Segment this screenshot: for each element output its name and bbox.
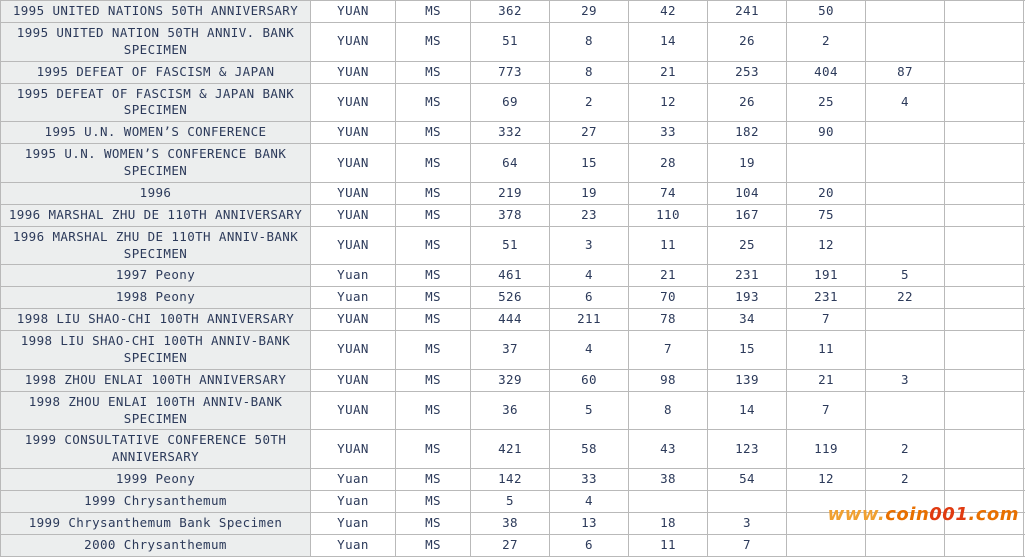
cell-value-6 — [945, 1, 1024, 23]
cell-value-5 — [866, 182, 945, 204]
cell-value-2: 11 — [629, 534, 708, 556]
cell-value-3: 54 — [708, 469, 787, 491]
cell-value-1: 23 — [550, 204, 629, 226]
cell-denomination: YUAN — [311, 61, 396, 83]
cell-denomination: Yuan — [311, 534, 396, 556]
table-row — [1, 61, 1025, 83]
cell-value-4: 2 — [787, 22, 866, 61]
table-row — [1, 491, 1025, 513]
cell-value-6 — [945, 391, 1024, 430]
cell-total: 38 — [471, 512, 550, 534]
cell-total: 69 — [471, 83, 550, 122]
cell-value-3: 123 — [708, 430, 787, 469]
cell-value-4: 404 — [787, 61, 866, 83]
cell-value-2 — [629, 491, 708, 513]
cell-value-5: 2 — [866, 430, 945, 469]
cell-denomination: YUAN — [311, 22, 396, 61]
cell-value-3: 193 — [708, 287, 787, 309]
cell-value-4: 25 — [787, 83, 866, 122]
cell-value-2: 7 — [629, 331, 708, 370]
cell-grade: MS — [396, 491, 471, 513]
cell-denomination: YUAN — [311, 182, 396, 204]
cell-value-1: 211 — [550, 309, 629, 331]
cell-total: 219 — [471, 182, 550, 204]
table-body — [1, 1, 1025, 557]
cell-value-6 — [945, 144, 1024, 183]
cell-denomination: YUAN — [311, 331, 396, 370]
table-row — [1, 182, 1025, 204]
cell-value-5: 4 — [866, 83, 945, 122]
cell-value-5 — [866, 491, 945, 513]
cell-description: 1995 U.N. WOMEN’S CONFERENCE BANK SPECIMEN — [1, 144, 311, 183]
cell-value-3: 14 — [708, 391, 787, 430]
cell-description: 1995 DEFEAT OF FASCISM & JAPAN — [1, 61, 311, 83]
table-row — [1, 287, 1025, 309]
cell-total: 421 — [471, 430, 550, 469]
cell-total: 362 — [471, 1, 550, 23]
cell-value-5 — [866, 226, 945, 265]
cell-value-3 — [708, 491, 787, 513]
cell-value-6 — [945, 182, 1024, 204]
cell-value-6 — [945, 512, 1024, 534]
cell-value-5 — [866, 391, 945, 430]
cell-value-1: 4 — [550, 491, 629, 513]
cell-total: 64 — [471, 144, 550, 183]
cell-denomination: Yuan — [311, 491, 396, 513]
cell-value-2: 11 — [629, 226, 708, 265]
cell-value-5 — [866, 22, 945, 61]
cell-value-6 — [945, 430, 1024, 469]
cell-value-6 — [945, 309, 1024, 331]
cell-value-3: 34 — [708, 309, 787, 331]
table-row — [1, 22, 1025, 61]
table-row — [1, 469, 1025, 491]
cell-value-2: 28 — [629, 144, 708, 183]
cell-value-1: 6 — [550, 287, 629, 309]
cell-value-2: 43 — [629, 430, 708, 469]
cell-value-6 — [945, 469, 1024, 491]
cell-total: 329 — [471, 369, 550, 391]
cell-total: 37 — [471, 331, 550, 370]
cell-grade: MS — [396, 309, 471, 331]
cell-value-2: 21 — [629, 61, 708, 83]
cell-description: 1996 MARSHAL ZHU DE 110TH ANNIV-BANK SPECIMEN — [1, 226, 311, 265]
cell-value-1: 33 — [550, 469, 629, 491]
cell-grade: MS — [396, 144, 471, 183]
cell-description: 1999 CONSULTATIVE CONFERENCE 50TH ANNIVERSARY — [1, 430, 311, 469]
table-row — [1, 265, 1025, 287]
cell-value-1: 60 — [550, 369, 629, 391]
table-row — [1, 1, 1025, 23]
cell-value-3: 253 — [708, 61, 787, 83]
cell-description: 1998 LIU SHAO-CHI 100TH ANNIV-BANK SPECIMEN — [1, 331, 311, 370]
cell-value-4 — [787, 491, 866, 513]
cell-value-1: 19 — [550, 182, 629, 204]
cell-grade: MS — [396, 331, 471, 370]
cell-description: 1998 LIU SHAO-CHI 100TH ANNIVERSARY — [1, 309, 311, 331]
cell-value-5 — [866, 512, 945, 534]
cell-value-4: 75 — [787, 204, 866, 226]
cell-value-6 — [945, 369, 1024, 391]
cell-value-3: 241 — [708, 1, 787, 23]
cell-value-1: 6 — [550, 534, 629, 556]
cell-value-1: 13 — [550, 512, 629, 534]
cell-value-2: 33 — [629, 122, 708, 144]
cell-value-3: 104 — [708, 182, 787, 204]
cell-total: 5 — [471, 491, 550, 513]
cell-value-4: 12 — [787, 226, 866, 265]
cell-value-6 — [945, 61, 1024, 83]
cell-value-3: 26 — [708, 22, 787, 61]
cell-total: 444 — [471, 309, 550, 331]
cell-description: 1998 ZHOU ENLAI 100TH ANNIVERSARY — [1, 369, 311, 391]
cell-denomination: YUAN — [311, 144, 396, 183]
cell-value-3: 167 — [708, 204, 787, 226]
cell-description: 1999 Chrysanthemum — [1, 491, 311, 513]
cell-value-5 — [866, 309, 945, 331]
cell-value-1: 8 — [550, 61, 629, 83]
table-row — [1, 309, 1025, 331]
cell-grade: MS — [396, 430, 471, 469]
cell-description: 2000 Chrysanthemum — [1, 534, 311, 556]
cell-total: 461 — [471, 265, 550, 287]
cell-value-1: 15 — [550, 144, 629, 183]
cell-grade: MS — [396, 61, 471, 83]
cell-description: 1999 Chrysanthemum Bank Specimen — [1, 512, 311, 534]
cell-value-4 — [787, 144, 866, 183]
cell-value-6 — [945, 265, 1024, 287]
table-row — [1, 204, 1025, 226]
cell-total: 142 — [471, 469, 550, 491]
cell-value-4: 90 — [787, 122, 866, 144]
cell-grade: MS — [396, 469, 471, 491]
cell-value-5: 5 — [866, 265, 945, 287]
cell-total: 36 — [471, 391, 550, 430]
cell-total: 773 — [471, 61, 550, 83]
cell-value-4: 11 — [787, 331, 866, 370]
cell-value-2: 38 — [629, 469, 708, 491]
cell-description: 1996 — [1, 182, 311, 204]
cell-value-3: 231 — [708, 265, 787, 287]
cell-value-5: 2 — [866, 469, 945, 491]
cell-denomination: YUAN — [311, 309, 396, 331]
cell-grade: MS — [396, 512, 471, 534]
cell-description: 1999 Peony — [1, 469, 311, 491]
cell-value-6 — [945, 83, 1024, 122]
table-row — [1, 83, 1025, 122]
cell-value-3: 19 — [708, 144, 787, 183]
cell-denomination: Yuan — [311, 265, 396, 287]
table-row — [1, 369, 1025, 391]
table-row — [1, 512, 1025, 534]
watermark-www: www. — [828, 504, 886, 525]
cell-grade: MS — [396, 287, 471, 309]
table-row — [1, 226, 1025, 265]
cell-value-6 — [945, 287, 1024, 309]
cell-value-4: 231 — [787, 287, 866, 309]
table-row — [1, 122, 1025, 144]
cell-total: 51 — [471, 226, 550, 265]
cell-denomination: YUAN — [311, 430, 396, 469]
cell-total: 51 — [471, 22, 550, 61]
cell-description: 1997 Peony — [1, 265, 311, 287]
cell-value-2: 12 — [629, 83, 708, 122]
cell-value-1: 29 — [550, 1, 629, 23]
cell-value-5: 22 — [866, 287, 945, 309]
cell-value-6 — [945, 491, 1024, 513]
cell-value-1: 3 — [550, 226, 629, 265]
cell-value-6 — [945, 22, 1024, 61]
cell-value-4: 20 — [787, 182, 866, 204]
cell-grade: MS — [396, 204, 471, 226]
table-row — [1, 391, 1025, 430]
cell-total: 332 — [471, 122, 550, 144]
cell-value-3: 26 — [708, 83, 787, 122]
cell-value-2: 74 — [629, 182, 708, 204]
cell-value-3: 139 — [708, 369, 787, 391]
cell-value-3: 7 — [708, 534, 787, 556]
cell-denomination: YUAN — [311, 369, 396, 391]
cell-value-3: 15 — [708, 331, 787, 370]
cell-value-6 — [945, 534, 1024, 556]
cell-total: 378 — [471, 204, 550, 226]
cell-denomination: YUAN — [311, 1, 396, 23]
cell-value-4: 119 — [787, 430, 866, 469]
cell-value-2: 14 — [629, 22, 708, 61]
table-row — [1, 534, 1025, 556]
cell-value-2: 78 — [629, 309, 708, 331]
cell-grade: MS — [396, 226, 471, 265]
cell-value-2: 21 — [629, 265, 708, 287]
cell-denomination: Yuan — [311, 287, 396, 309]
cell-value-5 — [866, 534, 945, 556]
table-row — [1, 430, 1025, 469]
watermark-tld: .com — [968, 504, 1019, 525]
cell-grade: MS — [396, 22, 471, 61]
watermark-coin: coin — [885, 504, 929, 525]
cell-value-1: 27 — [550, 122, 629, 144]
cell-value-6 — [945, 122, 1024, 144]
cell-value-2: 110 — [629, 204, 708, 226]
cell-value-1: 4 — [550, 265, 629, 287]
cell-total: 526 — [471, 287, 550, 309]
cell-grade: MS — [396, 369, 471, 391]
cell-value-5 — [866, 144, 945, 183]
cell-value-3: 3 — [708, 512, 787, 534]
cell-denomination: Yuan — [311, 512, 396, 534]
cell-value-5 — [866, 204, 945, 226]
cell-description: 1995 DEFEAT OF FASCISM & JAPAN BANK SPECIMEN — [1, 83, 311, 122]
cell-value-4 — [787, 512, 866, 534]
cell-value-6 — [945, 226, 1024, 265]
table-row — [1, 331, 1025, 370]
cell-description: 1995 UNITED NATIONS 50TH ANNIVERSARY — [1, 1, 311, 23]
cell-total: 27 — [471, 534, 550, 556]
cell-value-4 — [787, 534, 866, 556]
cell-denomination: YUAN — [311, 391, 396, 430]
cell-value-4: 191 — [787, 265, 866, 287]
cell-value-1: 4 — [550, 331, 629, 370]
cell-value-4: 7 — [787, 391, 866, 430]
cell-value-4: 50 — [787, 1, 866, 23]
cell-description: 1995 U.N. WOMEN’S CONFERENCE — [1, 122, 311, 144]
cell-value-4: 12 — [787, 469, 866, 491]
cell-value-5: 3 — [866, 369, 945, 391]
cell-value-5 — [866, 1, 945, 23]
cell-value-1: 58 — [550, 430, 629, 469]
cell-value-1: 8 — [550, 22, 629, 61]
cell-value-2: 42 — [629, 1, 708, 23]
cell-grade: MS — [396, 534, 471, 556]
cell-value-5: 87 — [866, 61, 945, 83]
cell-description: 1998 Peony — [1, 287, 311, 309]
cell-value-2: 18 — [629, 512, 708, 534]
cell-denomination: YUAN — [311, 122, 396, 144]
cell-denomination: YUAN — [311, 226, 396, 265]
cell-value-4: 7 — [787, 309, 866, 331]
cell-value-1: 2 — [550, 83, 629, 122]
cell-denomination: YUAN — [311, 83, 396, 122]
cell-grade: MS — [396, 182, 471, 204]
cell-grade: MS — [396, 391, 471, 430]
cell-description: 1995 UNITED NATION 50TH ANNIV. BANK SPECIMEN — [1, 22, 311, 61]
cell-value-3: 25 — [708, 226, 787, 265]
cell-value-2: 8 — [629, 391, 708, 430]
cell-value-2: 98 — [629, 369, 708, 391]
cell-value-6 — [945, 204, 1024, 226]
cell-value-6 — [945, 331, 1024, 370]
cell-grade: MS — [396, 122, 471, 144]
cell-grade: MS — [396, 1, 471, 23]
cell-description: 1996 MARSHAL ZHU DE 110TH ANNIVERSARY — [1, 204, 311, 226]
cell-value-2: 70 — [629, 287, 708, 309]
cell-grade: MS — [396, 265, 471, 287]
cell-value-4: 21 — [787, 369, 866, 391]
cell-value-3: 182 — [708, 122, 787, 144]
cell-denomination: Yuan — [311, 469, 396, 491]
cell-value-1: 5 — [550, 391, 629, 430]
cell-grade: MS — [396, 83, 471, 122]
cell-denomination: YUAN — [311, 204, 396, 226]
cell-value-5 — [866, 122, 945, 144]
cell-value-5 — [866, 331, 945, 370]
watermark-number: 001 — [929, 504, 968, 525]
cell-description: 1998 ZHOU ENLAI 100TH ANNIV-BANK SPECIMEN — [1, 391, 311, 430]
table-row — [1, 144, 1025, 183]
